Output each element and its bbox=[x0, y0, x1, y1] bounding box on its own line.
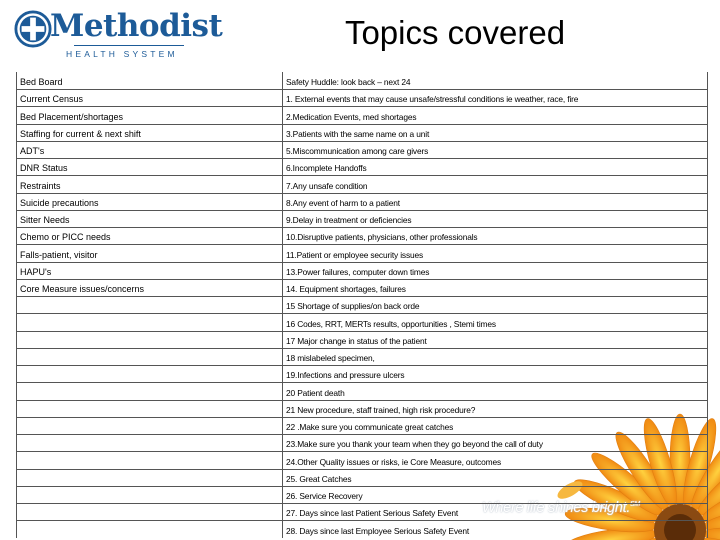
right-cell: 9.Delay in treatment or deficiencies bbox=[283, 210, 708, 227]
right-cell: 20 Patient death bbox=[283, 383, 708, 400]
right-cell: 3.Patients with the same name on a unit bbox=[283, 124, 708, 141]
service-mark: SM bbox=[630, 501, 640, 509]
right-cell: 13.Power failures, computer down times bbox=[283, 262, 708, 279]
right-cell: 18 mislabeled specimen, bbox=[283, 348, 708, 365]
left-cell: Sitter Needs bbox=[17, 210, 283, 227]
left-cell bbox=[17, 435, 283, 452]
right-cell: 22 .Make sure you communicate great catches bbox=[283, 417, 708, 434]
methodist-logo bbox=[14, 8, 223, 65]
left-cell: Staffing for current & next shift bbox=[17, 124, 283, 141]
table-row bbox=[17, 228, 708, 245]
right-cell: Safety Huddle: look back – next 24 bbox=[283, 72, 708, 90]
table-row bbox=[17, 417, 708, 434]
table-row bbox=[17, 331, 708, 348]
table-row bbox=[17, 245, 708, 262]
left-cell: Bed Board bbox=[17, 72, 283, 90]
table-row bbox=[17, 366, 708, 383]
left-cell: Suicide precautions bbox=[17, 193, 283, 210]
table-row bbox=[17, 141, 708, 158]
right-cell: 21 New procedure, staff trained, high risk procedure? bbox=[283, 400, 708, 417]
left-cell: ADT's bbox=[17, 141, 283, 158]
table-row bbox=[17, 279, 708, 296]
logo-rule bbox=[74, 45, 184, 46]
left-cell: Restraints bbox=[17, 176, 283, 193]
right-cell: 26. Service Recovery bbox=[283, 486, 708, 503]
right-cell: 16 Codes, RRT, MERTs results, opportunities , Stemi times bbox=[283, 314, 708, 331]
right-cell: 7.Any unsafe condition bbox=[283, 176, 708, 193]
left-cell bbox=[17, 348, 283, 365]
table-row bbox=[17, 124, 708, 141]
left-cell bbox=[17, 452, 283, 469]
right-cell: 19.Infections and pressure ulcers bbox=[283, 366, 708, 383]
table-row bbox=[17, 400, 708, 417]
left-cell: Falls-patient, visitor bbox=[17, 245, 283, 262]
left-cell bbox=[17, 469, 283, 486]
table-row bbox=[17, 210, 708, 227]
left-cell: HAPU's bbox=[17, 262, 283, 279]
left-cell bbox=[17, 521, 283, 538]
right-cell: 17 Major change in status of the patient bbox=[283, 331, 708, 348]
table-header-row bbox=[17, 72, 708, 90]
table-row bbox=[17, 383, 708, 400]
left-cell bbox=[17, 417, 283, 434]
right-cell: 1. External events that may cause unsafe/stressful conditions ie weather, race, fire bbox=[283, 90, 708, 107]
table-row bbox=[17, 521, 708, 538]
table-row bbox=[17, 435, 708, 452]
right-cell: 28. Days since last Employee Serious Safety Event bbox=[283, 521, 708, 538]
topics-table bbox=[16, 72, 708, 538]
left-cell bbox=[17, 383, 283, 400]
table-row bbox=[17, 469, 708, 486]
table-row bbox=[17, 452, 708, 469]
right-cell: 11.Patient or employee security issues bbox=[283, 245, 708, 262]
table-row bbox=[17, 262, 708, 279]
left-cell bbox=[17, 314, 283, 331]
right-cell: 23.Make sure you thank your team when they go beyond the call of duty bbox=[283, 435, 708, 452]
left-cell bbox=[17, 366, 283, 383]
logo-subtitle: HEALTH SYSTEM bbox=[66, 49, 178, 59]
logo-wordmark: Methodist bbox=[50, 8, 223, 44]
right-cell: 25. Great Catches bbox=[283, 469, 708, 486]
right-cell: 6.Incomplete Handoffs bbox=[283, 159, 708, 176]
left-cell bbox=[17, 297, 283, 314]
table-row bbox=[17, 90, 708, 107]
table-row bbox=[17, 314, 708, 331]
left-cell: Chemo or PICC needs bbox=[17, 228, 283, 245]
table-row bbox=[17, 193, 708, 210]
right-cell: 27. Days since last Patient Serious Safety Event bbox=[283, 504, 708, 521]
left-cell: Bed Placement/shortages bbox=[17, 107, 283, 124]
right-cell: 5.Miscommunication among care givers bbox=[283, 141, 708, 158]
left-cell: Current Census bbox=[17, 90, 283, 107]
right-cell: 10.Disruptive patients, physicians, other professionals bbox=[283, 228, 708, 245]
right-cell: 8.Any event of harm to a patient bbox=[283, 193, 708, 210]
left-cell bbox=[17, 486, 283, 503]
left-cell bbox=[17, 331, 283, 348]
table-row bbox=[17, 176, 708, 193]
right-cell: 14. Equipment shortages, failures bbox=[283, 279, 708, 296]
tagline-text: Where life shines bright. bbox=[482, 500, 631, 516]
right-cell: 15 Shortage of supplies/on back orde bbox=[283, 297, 708, 314]
right-cell: 24.Other Quality issues or risks, ie Core Measure, outcomes bbox=[283, 452, 708, 469]
left-cell bbox=[17, 400, 283, 417]
page-title: Topics covered bbox=[344, 14, 566, 51]
left-cell: DNR Status bbox=[17, 159, 283, 176]
table-row bbox=[17, 486, 708, 503]
left-cell: Core Measure issues/concerns bbox=[17, 279, 283, 296]
table-row bbox=[17, 159, 708, 176]
methodist-cross-icon bbox=[14, 10, 52, 48]
right-cell: 2.Medication Events, med shortages bbox=[283, 107, 708, 124]
table-row bbox=[17, 107, 708, 124]
table-row bbox=[17, 297, 708, 314]
table-row bbox=[17, 348, 708, 365]
slide-header bbox=[0, 0, 720, 70]
table-row bbox=[17, 504, 708, 521]
left-cell bbox=[17, 504, 283, 521]
